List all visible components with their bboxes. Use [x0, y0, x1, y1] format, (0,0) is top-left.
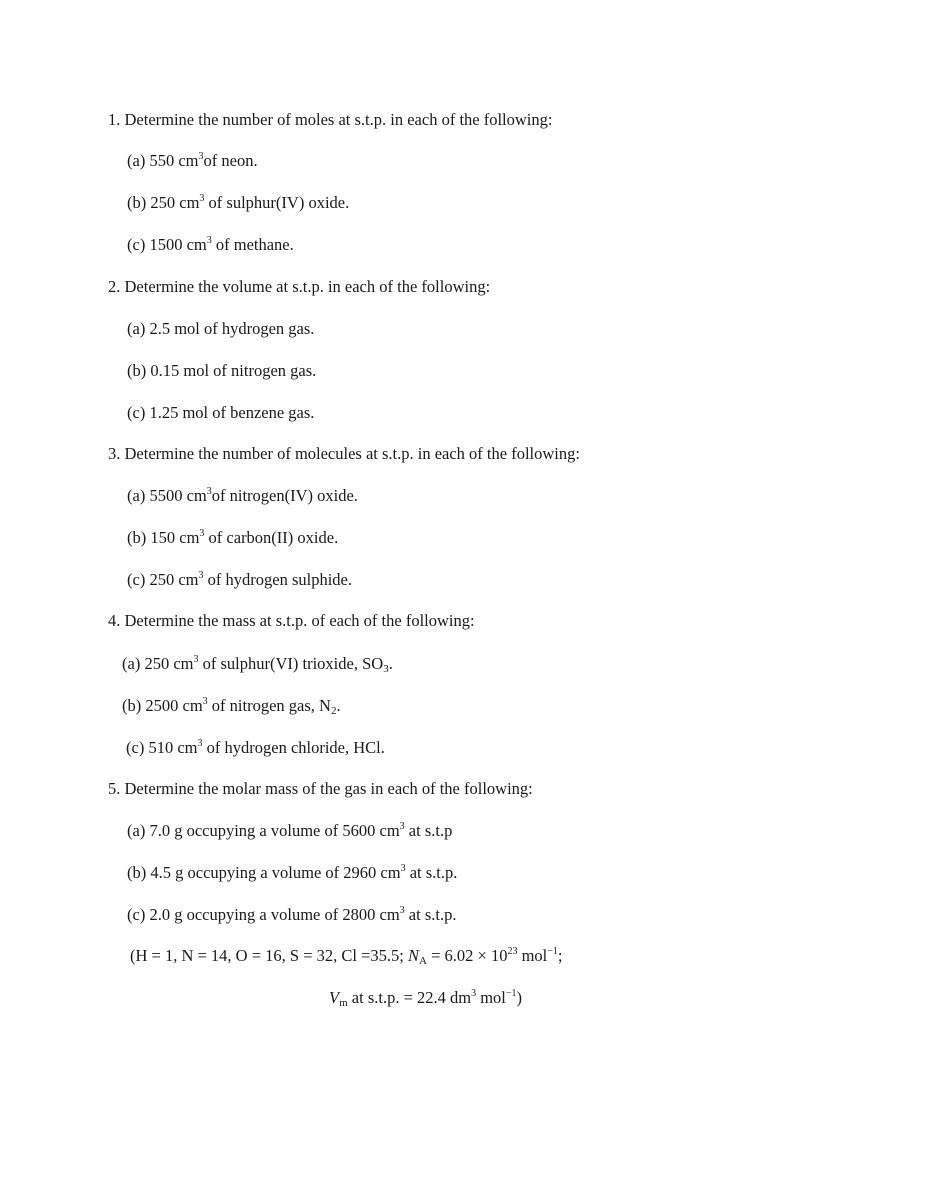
item-text: 150 cm — [150, 528, 200, 547]
item-text-tail: at s.t.p. — [404, 905, 457, 924]
question-4 — [108, 611, 475, 631]
punctuation: ) — [516, 988, 523, 1007]
item-text: 4.5 g occupying a volume of 2960 cm — [150, 863, 401, 882]
question-number: 2. — [108, 277, 121, 296]
question-number: 3. — [108, 444, 121, 463]
molar-volume-value: at s.t.p. = 22.4 dm — [347, 988, 472, 1007]
superscript: 3 — [202, 696, 208, 707]
item-text: 1.25 mol of benzene gas. — [149, 403, 315, 422]
avogadro-symbol: N — [408, 946, 420, 965]
superscript: 3 — [206, 486, 212, 497]
item-label: (c) — [127, 235, 146, 254]
question-3-item-c — [127, 570, 352, 593]
item-text-tail: of hydrogen chloride, HCl. — [202, 738, 385, 757]
question-5-item-c — [127, 905, 456, 928]
question-3 — [108, 444, 580, 464]
item-label: (b) — [127, 193, 147, 212]
item-text: 550 cm — [149, 151, 199, 170]
item-text: 250 cm — [150, 193, 200, 212]
question-number: 5. — [108, 779, 121, 798]
item-label: (c) — [127, 570, 146, 589]
item-text: 250 cm — [149, 570, 199, 589]
item-text-tail: at s.t.p. — [405, 863, 458, 882]
item-label: (a) — [127, 821, 146, 840]
item-text: 2.5 mol of hydrogen gas. — [149, 319, 315, 338]
item-text: 1500 cm — [149, 235, 207, 254]
item-label: (a) — [122, 654, 141, 673]
subscript: m — [339, 997, 348, 1009]
superscript: 3 — [199, 528, 205, 539]
question-prompt: Determine the mass at s.t.p. of each of the following: — [124, 611, 475, 630]
superscript: 3 — [197, 738, 203, 749]
item-text-tail: of nitrogen gas, N — [207, 696, 331, 715]
superscript: −1 — [505, 988, 517, 999]
constants-line-1 — [130, 946, 563, 969]
question-5-item-b — [127, 863, 457, 886]
item-text-tail: of carbon(II) oxide. — [204, 528, 339, 547]
item-label: (a) — [127, 151, 146, 170]
item-label: (b) — [127, 361, 147, 380]
constants-line-2 — [329, 988, 522, 1011]
item-text: 7.0 g occupying a volume of 5600 cm — [149, 821, 400, 840]
question-2 — [108, 277, 490, 297]
question-4-item-c — [126, 738, 385, 761]
molar-volume-symbol: V — [329, 988, 340, 1007]
item-text: 510 cm — [148, 738, 198, 757]
unit: mol — [476, 988, 506, 1007]
superscript: 3 — [199, 193, 205, 204]
question-prompt: Determine the number of molecules at s.t.p. in each of the following: — [124, 444, 580, 463]
question-5-item-a — [127, 821, 452, 844]
question-5 — [108, 779, 533, 799]
item-text: 2500 cm — [145, 696, 203, 715]
item-text: 2.0 g occupying a volume of 2800 cm — [149, 905, 400, 924]
item-label: (c) — [126, 738, 145, 757]
superscript: 3 — [198, 570, 204, 581]
superscript: 3 — [399, 905, 405, 916]
superscript: 3 — [206, 235, 212, 246]
item-label: (c) — [127, 905, 146, 924]
punctuation: ; — [557, 946, 563, 965]
question-2-item-a — [127, 319, 314, 339]
question-2-item-c — [127, 403, 314, 423]
item-text-tail: of hydrogen sulphide. — [203, 570, 352, 589]
question-number: 1. — [108, 110, 121, 129]
avogadro-value: = 6.02 × 10 — [426, 946, 508, 965]
superscript: 3 — [399, 821, 405, 832]
atomic-masses: (H = 1, N = 14, O = 16, S = 32, Cl =35.5; — [130, 946, 408, 965]
question-3-item-a — [127, 486, 358, 509]
question-1-item-b — [127, 193, 349, 216]
superscript: 23 — [507, 946, 518, 957]
subscript: 2 — [330, 705, 337, 717]
question-prompt: Determine the molar mass of the gas in each of the following: — [124, 779, 533, 798]
question-1 — [108, 110, 552, 130]
item-text: 0.15 mol of nitrogen gas. — [150, 361, 317, 380]
item-label: (a) — [127, 486, 146, 505]
item-label: (a) — [127, 319, 146, 338]
item-text-tail: of sulphur(IV) oxide. — [204, 193, 350, 212]
item-text-tail: of sulphur(VI) trioxide, SO — [198, 654, 384, 673]
item-end: . — [336, 696, 341, 715]
superscript: 3 — [471, 988, 477, 999]
superscript: 3 — [400, 863, 406, 874]
item-text-tail: of neon. — [203, 151, 258, 170]
question-2-item-b — [127, 361, 316, 381]
item-text-tail: of nitrogen(IV) oxide. — [211, 486, 358, 505]
unit: mol — [517, 946, 548, 965]
question-4-item-a — [122, 654, 393, 677]
item-label: (b) — [127, 528, 147, 547]
question-number: 4. — [108, 611, 121, 630]
question-prompt: Determine the volume at s.t.p. in each of the following: — [124, 277, 491, 296]
item-label: (b) — [122, 696, 142, 715]
item-text: 250 cm — [144, 654, 194, 673]
item-label: (c) — [127, 403, 146, 422]
superscript: −1 — [547, 946, 558, 957]
question-4-item-b — [122, 696, 341, 719]
item-text-tail: of methane. — [211, 235, 294, 254]
item-text-tail: at s.t.p — [404, 821, 453, 840]
item-text: 5500 cm — [149, 486, 207, 505]
subscript: 3 — [383, 663, 389, 675]
question-prompt: Determine the number of moles at s.t.p. in each of the following: — [124, 110, 553, 129]
superscript: 3 — [193, 654, 199, 665]
item-end: . — [388, 654, 393, 673]
subscript: A — [419, 955, 427, 967]
superscript: 3 — [198, 151, 204, 162]
question-1-item-a — [127, 151, 258, 174]
question-1-item-c — [127, 235, 294, 258]
item-label: (b) — [127, 863, 147, 882]
question-3-item-b — [127, 528, 338, 551]
